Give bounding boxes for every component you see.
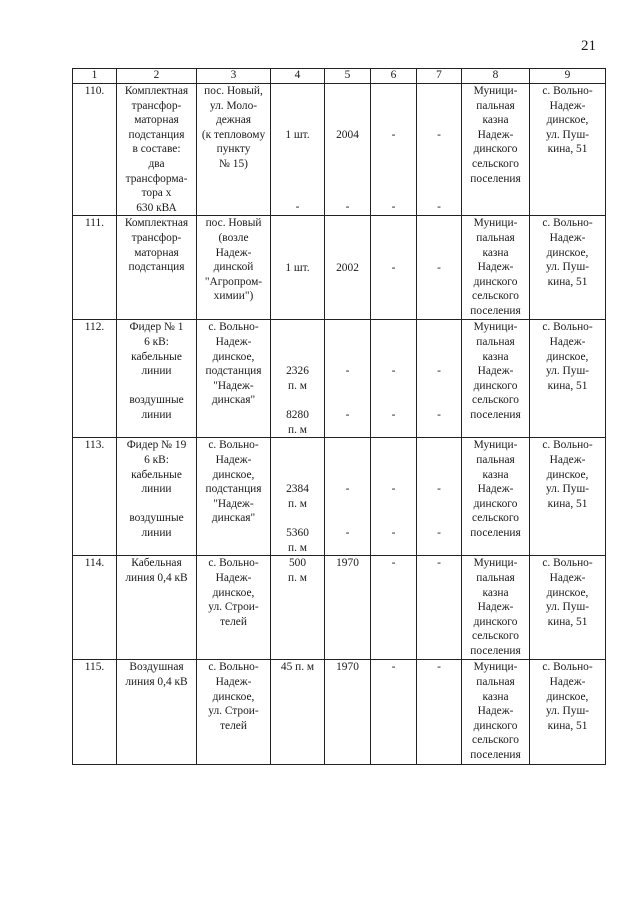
quantity-cable: 2326 п. м [286, 365, 309, 392]
year-cable: - [345, 365, 350, 378]
row-number: 115. [73, 660, 117, 765]
table-row [73, 438, 606, 556]
column-7-dash: - [437, 201, 441, 214]
column-6-cell [371, 320, 417, 438]
owner-cell: Муници- пальная казна Надеж- динского сельского поселения [462, 216, 530, 320]
object-location: с. Вольно- Надеж- динское, ул. Строи- телей [197, 660, 271, 765]
object-name: Воздушная линия 0,4 кВ [117, 660, 197, 765]
quantity-overhead: 8280 п. м [286, 408, 309, 436]
column-6-overhead: - [391, 408, 396, 421]
object-location: с. Вольно- Надеж- динское, ул. Строи- телей [197, 556, 271, 660]
address-cell: с. Вольно- Надеж- динское, ул. Пуш- кина, 51 [530, 660, 606, 765]
object-name-cable: Фидер № 1 6 кВ: кабельные линии [129, 321, 184, 378]
table-row [73, 84, 606, 216]
row-number: 112. [73, 320, 117, 438]
year-cell [325, 438, 371, 556]
column-header: 5 [325, 69, 371, 84]
year-cell: 1970 [325, 660, 371, 765]
table-row [73, 216, 606, 320]
column-7-cable: - [437, 483, 441, 496]
column-header: 6 [371, 69, 417, 84]
column-7-cell [417, 84, 462, 216]
column-6-cell: - [371, 216, 417, 320]
column-number-row [73, 69, 606, 84]
column-7-cell [417, 320, 462, 438]
quantity-cell: 500 п. м [271, 556, 325, 660]
table-row [73, 660, 606, 765]
year-value: 2004 [336, 129, 359, 141]
column-6-dash: - [391, 201, 396, 214]
owner-cell: Муници- пальная казна Надеж- динского сельского поселения [462, 556, 530, 660]
year-cell: 2002 [325, 216, 371, 320]
year-dash: - [345, 201, 350, 214]
column-7-cell: - [417, 216, 462, 320]
owner-cell: Муници- пальная казна Надеж- динского сельского поселения [462, 660, 530, 765]
column-header: 8 [462, 69, 530, 84]
column-6-cable: - [391, 365, 396, 378]
property-registry-table [72, 68, 606, 765]
object-location: пос. Новый, ул. Моло- дежная (к тепловому пункту № 15) [197, 84, 271, 216]
column-7-cell: - [417, 660, 462, 765]
table-row [73, 320, 606, 438]
column-6-cell: - [371, 556, 417, 660]
row-number: 111. [73, 216, 117, 320]
object-name-overhead: воздушные линии [129, 394, 184, 421]
year-cell: 1970 [325, 556, 371, 660]
owner-cell: Муници- пальная казна Надеж- динского сельского поселения [462, 84, 530, 216]
year-overhead: - [345, 408, 350, 421]
object-name [117, 320, 197, 438]
quantity-cell: 45 п. м [271, 660, 325, 765]
column-header: 9 [530, 69, 606, 84]
owner-cell: Муници- пальная казна Надеж- динского сельского поселения [462, 438, 530, 556]
quantity-overhead: 5360 п. м [286, 526, 309, 554]
column-header: 4 [271, 69, 325, 84]
address-cell: с. Вольно- Надеж- динское, ул. Пуш- кина, 51 [530, 438, 606, 556]
address-cell: с. Вольно- Надеж- динское, ул. Пуш- кина, 51 [530, 216, 606, 320]
quantity-cell: 1 шт. [271, 216, 325, 320]
page-number: 21 [581, 38, 596, 54]
column-7-overhead: - [437, 408, 441, 421]
column-7-cable: - [437, 365, 441, 378]
address-cell: с. Вольно- Надеж- динское, ул. Пуш- кина, 51 [530, 556, 606, 660]
quantity-cell [271, 84, 325, 216]
object-name: Комплектная трансфор- маторная подстанция [117, 216, 197, 320]
object-name [117, 438, 197, 556]
column-6-cell [371, 438, 417, 556]
column-header: 2 [117, 69, 197, 84]
table-row [73, 556, 606, 660]
quantity-cable: 2384 п. м [286, 483, 309, 510]
object-name-cable: Фидер № 19 6 кВ: кабельные линии [126, 439, 187, 496]
row-number: 113. [73, 438, 117, 556]
object-name: Кабельная линия 0,4 кВ [117, 556, 197, 660]
object-location: с. Вольно- Надеж- динское, подстанция "Надеж- динская" [197, 438, 271, 556]
owner-cell: Муници- пальная казна Надеж- динского сельского поселения [462, 320, 530, 438]
address-cell: с. Вольно- Надеж- динское, ул. Пуш- кина, 51 [530, 84, 606, 216]
row-number: 114. [73, 556, 117, 660]
object-location: пос. Новый (возле Надеж- динской "Агропром- химии") [197, 216, 271, 320]
column-7-value: - [437, 129, 441, 141]
column-header: 3 [197, 69, 271, 84]
column-header: 1 [73, 69, 117, 84]
object-name-overhead: воздушные линии [129, 512, 184, 539]
row-number: 110. [73, 84, 117, 216]
quantity-cell [271, 320, 325, 438]
quantity-cell [271, 438, 325, 556]
column-6-cell [371, 84, 417, 216]
year-overhead: - [345, 526, 350, 539]
object-name: Комплектная трансфор- маторная подстанция в составе: два трансформа- тора х 630 кВА [117, 84, 197, 216]
quantity-dash: - [295, 201, 300, 214]
column-6-value: - [391, 129, 396, 141]
column-6-cell: - [371, 660, 417, 765]
object-location: с. Вольно- Надеж- динское, подстанция "Надеж- динская" [197, 320, 271, 438]
column-7-cell [417, 438, 462, 556]
column-7-overhead: - [437, 526, 441, 539]
year-cable: - [345, 483, 350, 496]
column-header: 7 [417, 69, 462, 84]
year-cell [325, 84, 371, 216]
column-7-cell: - [417, 556, 462, 660]
column-6-cable: - [391, 483, 396, 496]
address-cell: с. Вольно- Надеж- динское, ул. Пуш- кина, 51 [530, 320, 606, 438]
quantity-value: 1 шт. [285, 129, 310, 141]
year-cell [325, 320, 371, 438]
column-6-overhead: - [391, 526, 396, 539]
